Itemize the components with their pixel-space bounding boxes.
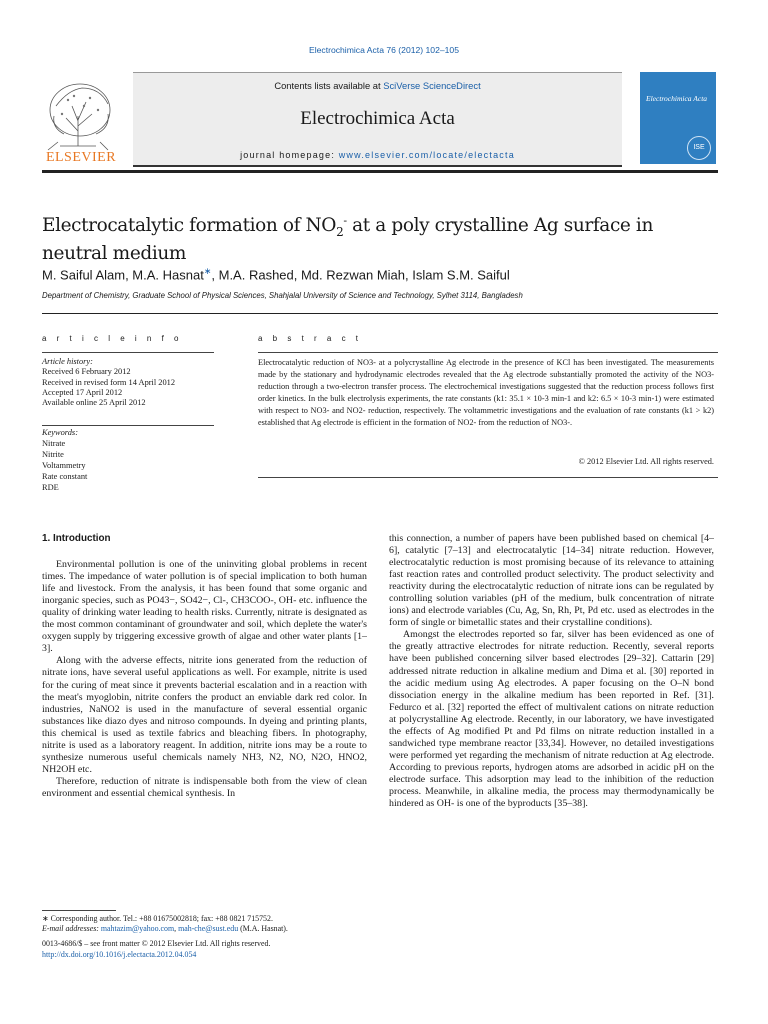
article-title bbox=[42, 210, 702, 265]
footnote-rule bbox=[42, 910, 116, 911]
body-column-left bbox=[42, 533, 367, 800]
contents-prefix: Contents lists available at bbox=[274, 80, 384, 91]
front-matter bbox=[42, 938, 372, 960]
footnote bbox=[42, 914, 372, 935]
journal-title: Electrochimica Acta bbox=[300, 108, 455, 129]
keywords-label: Keywords: bbox=[42, 428, 78, 437]
email-label: E-mail addresses: bbox=[42, 924, 101, 934]
email-suffix: (M.A. Hasnat). bbox=[238, 924, 288, 934]
title-rule bbox=[42, 313, 718, 314]
keyword: Nitrate bbox=[42, 438, 66, 448]
title-superscript: - bbox=[343, 214, 347, 227]
body-paragraph: Amongst the electrodes reported so far, silver has been evidenced as one of the greatly attractive electrodes for nitrate reduction. Recently, several reports have been published concerning silver based electrodes [29–32]. Cattarin [29] addressed nitrate reduction in alkaline medium and Dima et al. [30] reported in the acidic medium using Ag electrodes. A paper focusing on the O–N bond dissociation energy in the alkaline medium has been reported in Ref. [31]. Fedurco et al. [32] reported the effect of multivalent cations on nitrate reduction at polycrystalline Ag electrode. Recently, in our laboratory, we have investigated the effects of Ag modified Pt and Pd films on nitrate reduction installed in a sandwiched type membrane reactor [33,34]. However, no detailed investigations were performed yet regarding the mechanism of nitrate reduction at Ag electrode. According to previous reports, hydrogen atoms are adsorbed in acidic pH on the electrode surface. This adsorption may lead to the inhibition of the reduction process. Meanwhile, in alkaline media, the process may thermodynamically be hindered as OH- is one of the byproducts [35–38]. bbox=[389, 629, 714, 810]
history-item: Received 6 February 2012 bbox=[42, 367, 131, 377]
journal-citation[interactable]: Electrochimica Acta 76 (2012) 102–105 bbox=[308, 45, 459, 55]
affiliation: Department of Chemistry, Graduate School of Physical Sciences, Shahjalal University of Science and Technology, Sylhet 3114, Bangladesh bbox=[42, 291, 523, 300]
email-link[interactable]: mah-che@sust.edu bbox=[178, 924, 239, 934]
body-paragraph: Therefore, reduction of nitrate is indispensable both from the view of clean environment and essential chemical synthesis. In bbox=[42, 775, 367, 799]
elsevier-logo bbox=[38, 76, 124, 168]
abstract-bottom-rule bbox=[258, 477, 718, 478]
keyword: Nitrite bbox=[42, 449, 64, 459]
abstract-heading: a b s t r a c t bbox=[258, 334, 363, 343]
keyword: Voltammetry bbox=[42, 460, 86, 470]
cover-title: Electrochimica Acta bbox=[646, 94, 708, 103]
email-separator: , bbox=[174, 924, 179, 934]
corresponding-author-note: ∗ Corresponding author. Tel.: +88 01675002818; fax: +88 0821 715752. bbox=[42, 914, 273, 923]
author-list bbox=[42, 266, 702, 282]
issn-line: 0013-4686/$ – see front matter © 2012 Elsevier Ltd. All rights reserved. bbox=[42, 939, 271, 948]
corresponding-author-mark[interactable]: ∗ bbox=[203, 266, 212, 276]
body-column-right bbox=[389, 533, 714, 810]
history-label: Article history: bbox=[42, 357, 93, 366]
elsevier-wordmark: ELSEVIER bbox=[45, 150, 117, 165]
authors-text: M. Saiful Alam, M.A. Hasnat bbox=[42, 267, 204, 283]
keywords-list bbox=[42, 428, 222, 493]
email-link[interactable]: mahtazim@yahoo.com bbox=[100, 924, 175, 934]
keywords-rule bbox=[42, 425, 214, 426]
journal-cover-thumbnail[interactable] bbox=[640, 72, 716, 164]
homepage-line bbox=[133, 150, 622, 160]
title-text-rest: at a poly crystalline Ag surface in neutral medium bbox=[42, 215, 653, 264]
article-info-rule bbox=[42, 352, 214, 353]
history-item: Available online 25 April 2012 bbox=[42, 398, 146, 408]
email-line bbox=[42, 924, 372, 934]
body-paragraph: Environmental pollution is one of the uninviting global problems in recent times. The impedance of water pollution is of special implication to both human life and livestock. From the analysis, it has been found that some organic and inorganic species, such as PO43−, SO42−, Cl-, CH3COO-, OH- etc. influence the quality of drinking water leading to health risks. Currently, nitrate is designated as the most common contaminant of groundwater and soil, which deplete the water's oxygen supply by triggering excessive growth of algae and other water plants [1–3]. bbox=[42, 559, 367, 655]
keyword: Rate constant bbox=[42, 471, 88, 481]
history-item: Accepted 17 April 2012 bbox=[42, 387, 123, 397]
homepage-prefix: journal homepage: bbox=[240, 150, 339, 160]
homepage-link[interactable]: www.elsevier.com/locate/electacta bbox=[338, 150, 515, 160]
abstract-rule bbox=[258, 352, 718, 353]
authors-text-rest: , M.A. Rashed, Md. Rezwan Miah, Islam S.M. Saiful bbox=[211, 267, 510, 283]
copyright-notice: © 2012 Elsevier Ltd. All rights reserved. bbox=[578, 457, 714, 466]
abstract-text: Electrocatalytic reduction of NO3- at a polycrystalline Ag electrode in the presence of KCl has been investigated. The measurements made by the stationary and hydrodynamic electrodes revealed that the Ag electrode substantially promoted the activity of the NO3- reduction through a two-electron transfer process. The electrochemical investigations suggested that the reduction process follows first order kinetics. In the bulk electrolysis experiments, the rate constants (k1: 35.1 × 10-3 min-1 and k2: 6.5 × 10-3 min-1) were estimated with respect to NO3- and NO2- reduction, respectively. The voltammetric investigations and the evaluation of rate constants (k1 > k2) established that Ag electrode is efficient in the formation of NO2- from the reduction of NO3-. bbox=[258, 358, 714, 428]
contents-line bbox=[133, 80, 622, 91]
article-history bbox=[42, 357, 222, 408]
keyword: RDE bbox=[42, 482, 59, 492]
body-paragraph: Along with the adverse effects, nitrite ions generated from the reduction of nitrate ions, have several useful applications as well. For example, nitrite is used for the curing of meat since it prevents bacterial escalation and in a reaction with the meat's myoglobin, nitrite confers the product an enviable dark red color. In industries, NaNO2 is used in the manufacture of several essential organic substances like diazo dyes and nitroso compounds. In dyeing and printing plants, this chemical is used as textile fabrics and bleaching fibers. In photography, nitrite is used as a laboratory reagent. In addition, nitrite ions may be a route to synthesize numerous useful chemicals namely NH3, N2, NO, N2O, HNO2, NH2OH etc. bbox=[42, 655, 367, 775]
title-text: Electrocatalytic formation of NO bbox=[42, 215, 337, 237]
body-paragraph: this connection, a number of papers have been published based on chemical [4–6], catalytic [7–13] and electrocatalytic [14–34] nitrate reduction. However, electrocatalytic reduction is most promising because of its relevance to attaining fast reaction rates and controlled product selectivity. The product selectivity and reactivity during the electrocatalytic reduction of nitrate ions can be regulated by controlling solution variables (pH of the medium, bulk concentration of nitrate ions) and electrode variables (Cu, Ag, Sn, Rh, Pt, Pd etc. used as electrodes in the form of single or bimetallic states and their crystalline conditions). bbox=[389, 533, 714, 629]
article-info-heading: a r t i c l e i n f o bbox=[42, 334, 183, 343]
ise-badge-icon: ISE bbox=[687, 136, 711, 160]
section-heading-introduction: 1. Introduction bbox=[42, 533, 111, 544]
title-subscript: 2 bbox=[336, 224, 344, 239]
doi-link[interactable]: http://dx.doi.org/10.1016/j.electacta.2012.04.054 bbox=[42, 950, 197, 960]
header-rule bbox=[42, 170, 718, 173]
history-item: Received in revised form 14 April 2012 bbox=[42, 377, 176, 387]
sciencedirect-link[interactable]: SciVerse ScienceDirect bbox=[383, 80, 481, 91]
